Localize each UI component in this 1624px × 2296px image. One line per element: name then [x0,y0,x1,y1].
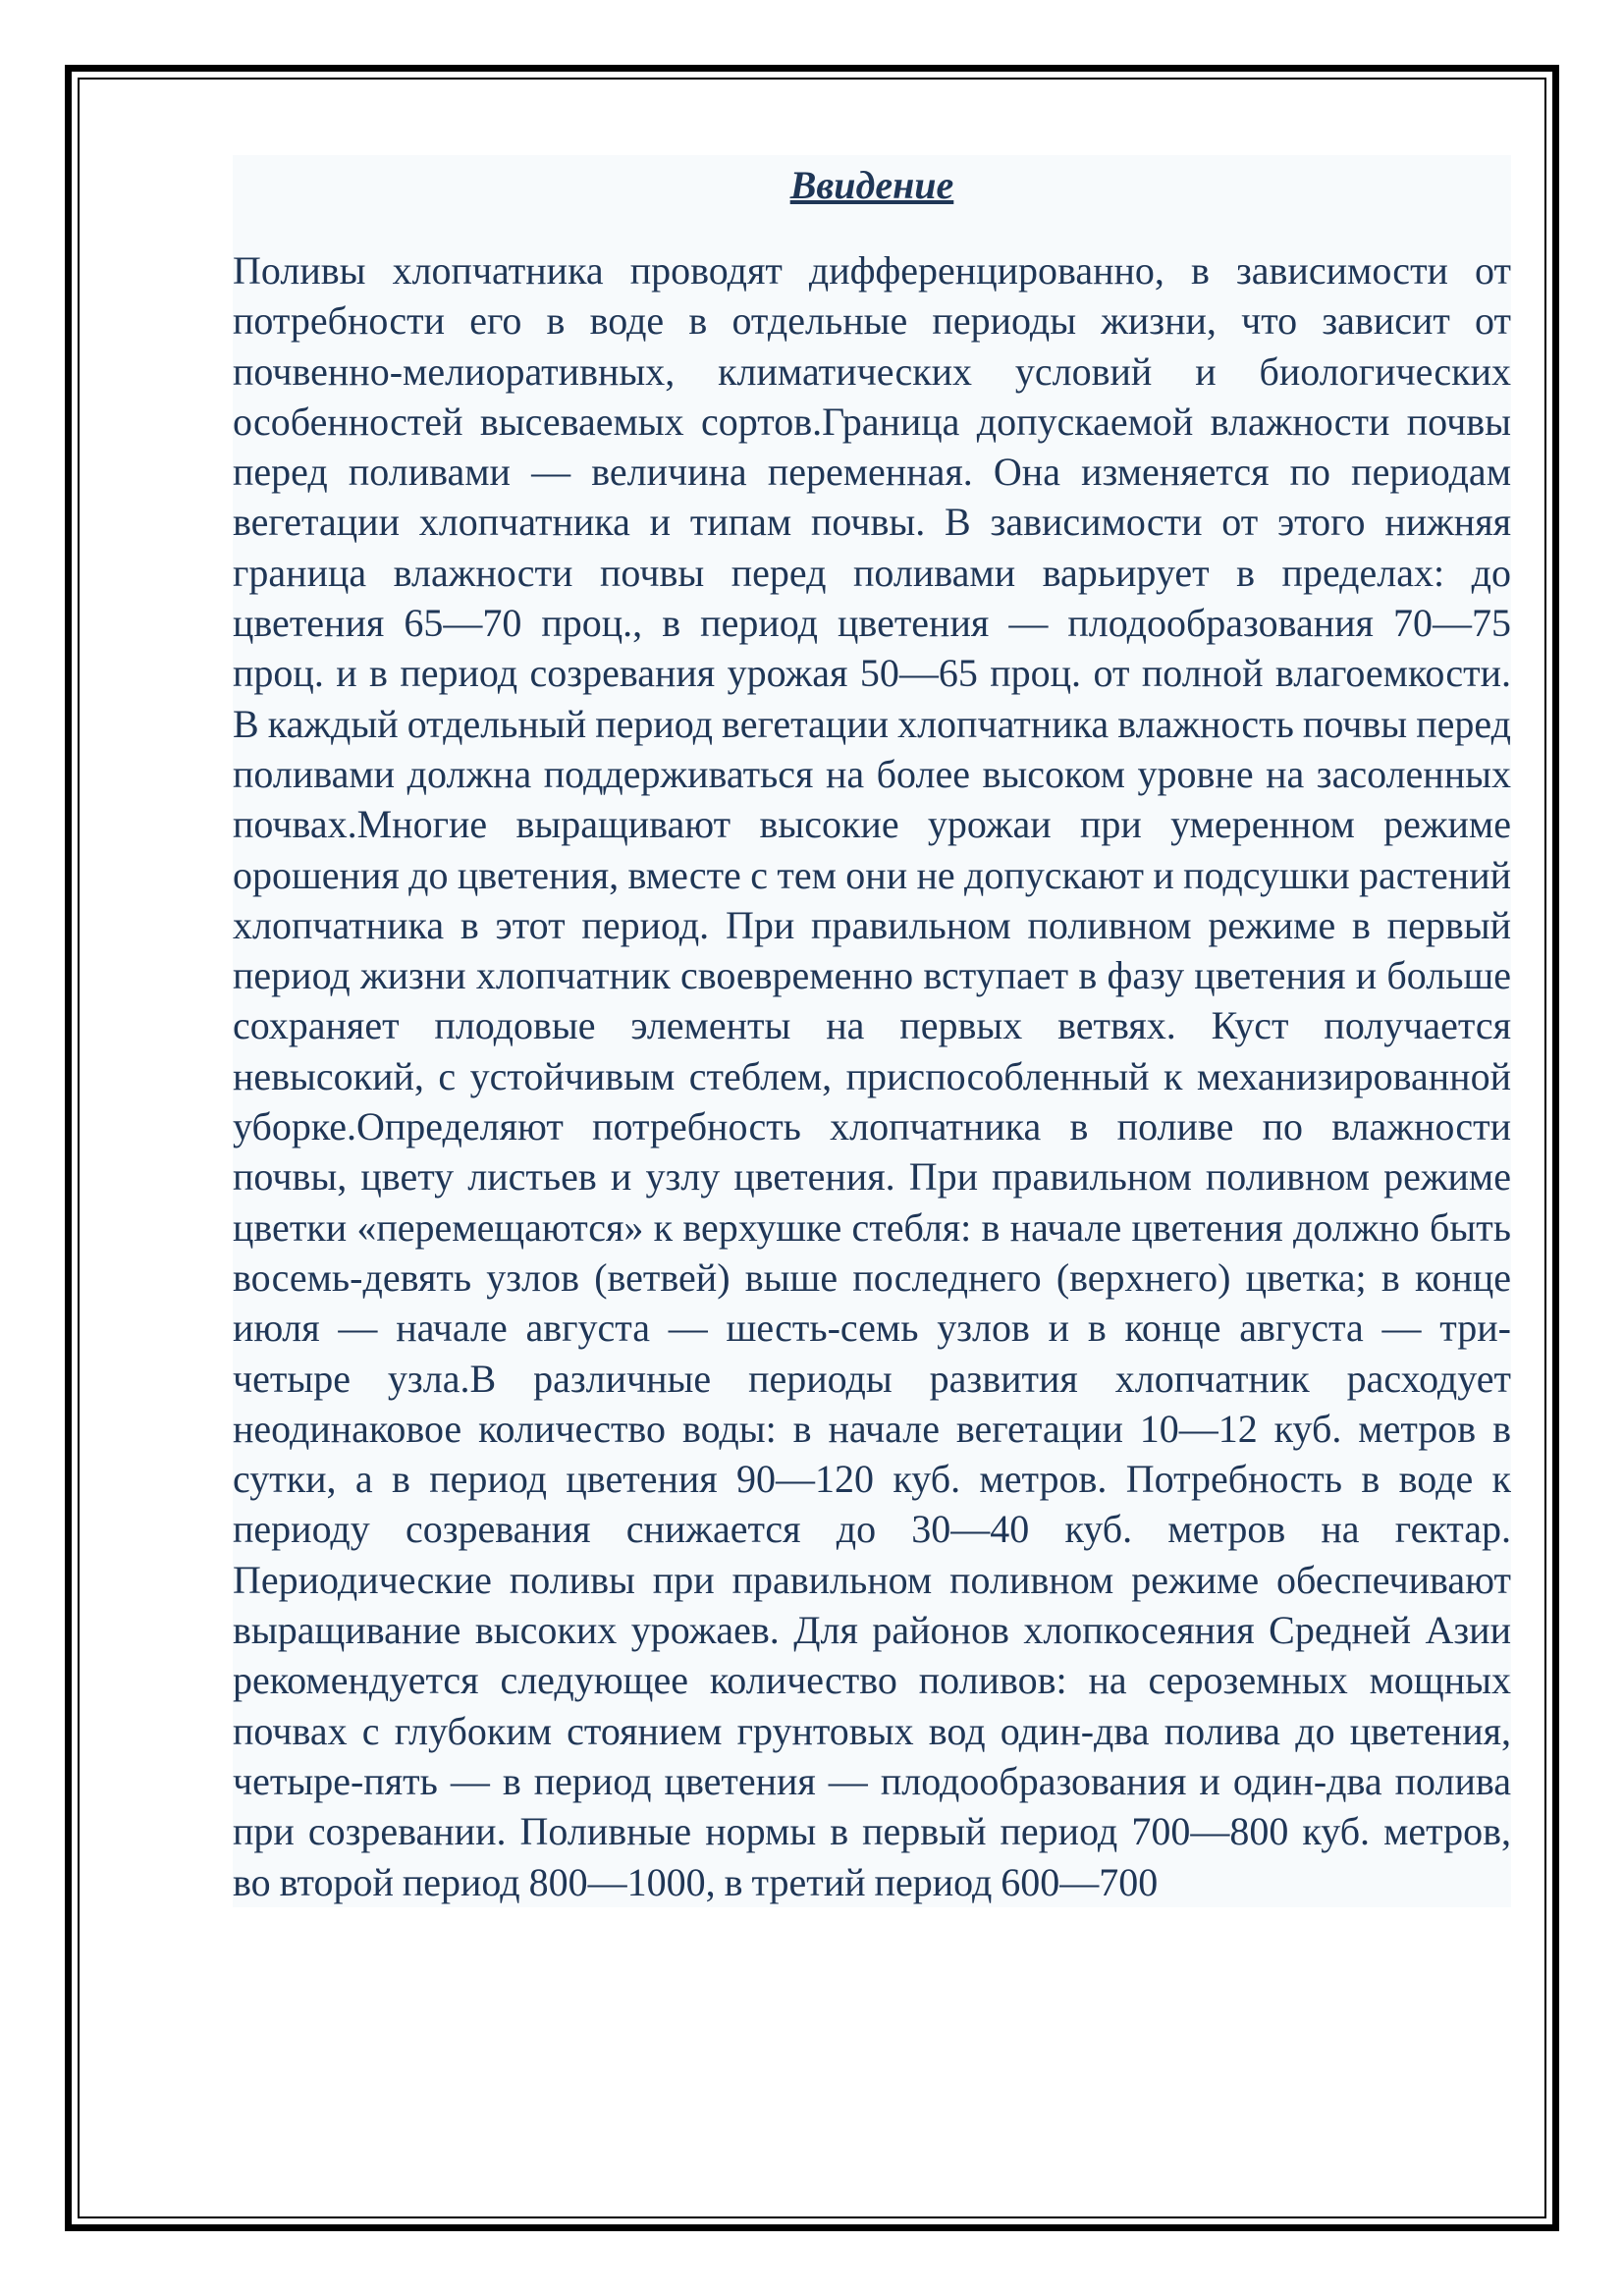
document-content [233,155,1511,1907]
document-title: Ввидение [789,163,954,207]
document-body-paragraph: Поливы хлопчатника проводят дифференцированно, в зависимости от потребности его в воде в отдельные периоды жизни, что зависит от почвенно-мелиоративных, климатических условий и биологических особенностей высеваемых сортов.Граница допускаемой влажности почвы перед поливами — величина переменная. Она изменяется по периодам вегетации хлопчатника и типам почвы. В зависимости от этого нижняя граница влажности почвы перед поливами варьирует в пределах: до цветения 65—70 проц., в период цветения — плодообразования 70—75 проц. и в период созревания урожая 50—65 проц. от полной влагоемкости. В каждый отдельный период вегетации хлопчатника влажность почвы перед поливами должна поддерживаться на более высоком уровне на засоленных почвах.Многие выращивают высокие урожаи при умеренном режиме орошения до цветения, вместе с тем они не допускают и подсушки растений хлопчатника в этот период. При правильном поливном режиме в первый период жизни хлопчатник своевременно вступает в фазу цветения и больше сохраняет плодовые элементы на первых ветвях. Куст получается невысокий, с устойчивым стеблем, приспособленный к механизированной уборке.Определяют потребность хлопчатника в поливе по влажности почвы, цвету листьев и узлу цветения. При правильном поливном режиме цветки «перемещаются» к верхушке стебля: в начале цветения должно быть восемь-девять узлов (ветвей) выше последнего (верхнего) цветка; в конце июля — начале августа — шесть-семь узлов и в конце августа — три-четыре узла.В различные периоды развития хлопчатник расходует неодинаковое количество воды: в начале вегетации 10—12 куб. метров в сутки, а в период цветения 90—120 куб. метров. Потребность в воде к периоду созревания снижается до 30—40 куб. метров на гектар. Периодические поливы при правильном поливном режиме обеспечивают выращивание высоких урожаев. Для районов хлопкосеяния Средней Азии рекомендуется следующее количество поливов: на сероземных мощных почвах с глубоким стоянием грунтовых вод один-два полива до цветения, четыре-пять — в период цветения — плодообразования и один-два полива при созревании. Поливные нормы в первый период 700—800 куб. метров, во второй период 800—1000, в третий период 600—700 [233,248,1511,1904]
